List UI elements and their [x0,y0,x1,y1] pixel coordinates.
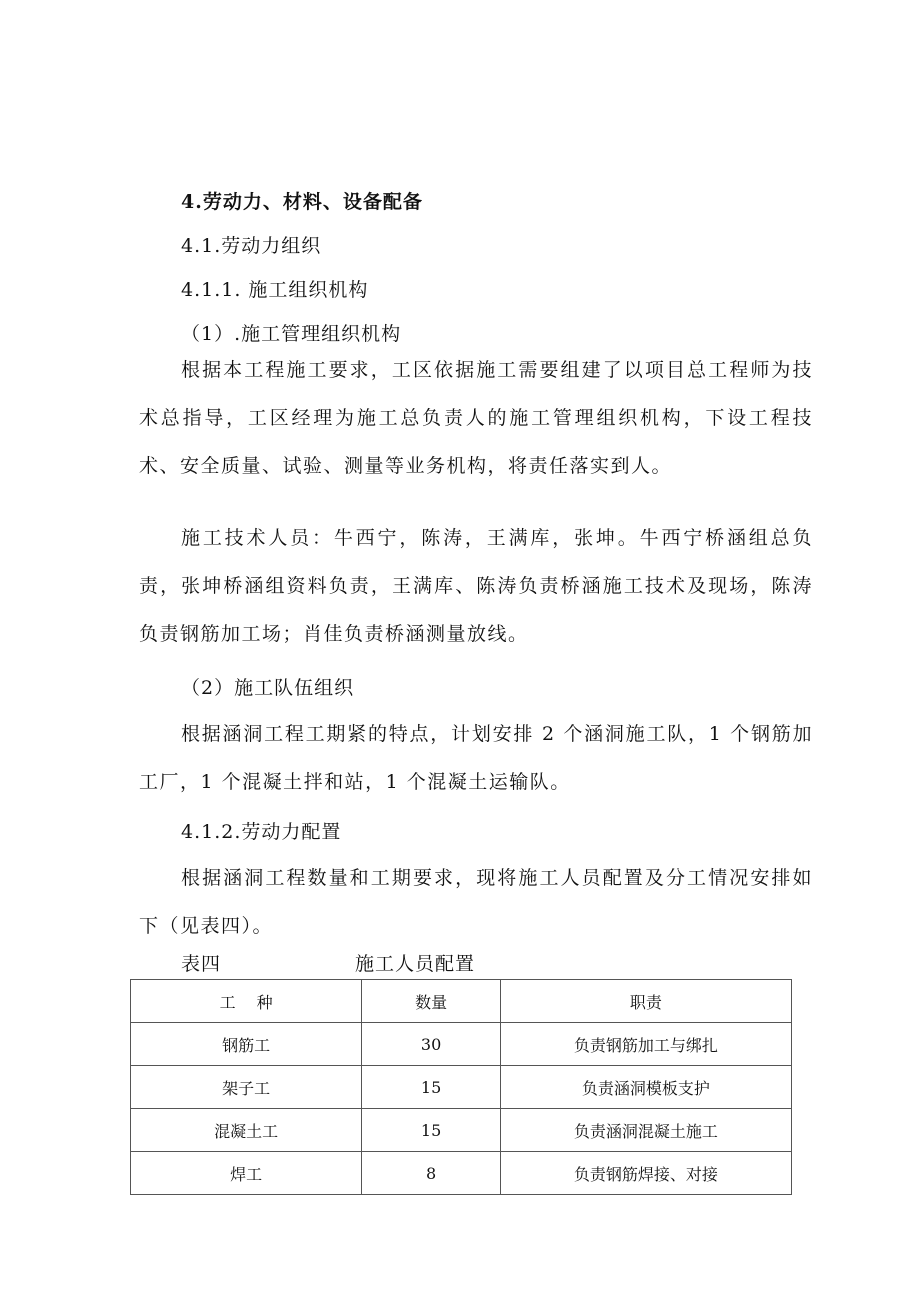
subsection-4-1: 4.1.劳动力组织 [181,235,322,257]
cell-quantity: 15 [362,1066,501,1109]
table-row [131,1023,792,1066]
table-label: 表四 [181,953,222,975]
subsection-4-1-1: 4.1.1. 施工组织机构 [181,279,369,301]
cell-trade: 混凝土工 [131,1109,362,1152]
section-heading: 4.劳动力、材料、设备配备 [181,191,423,213]
cell-trade: 钢筋工 [131,1023,362,1066]
header-duty: 职责 [500,980,791,1023]
subsection-4-1-2: 4.1.2.劳动力配置 [181,821,342,843]
paragraph-teams: 根据涵洞工程工期紧的特点，计划安排 2 个涵洞施工队，1 个钢筋加工厂，1 个混凝土拌和站，1 个混凝土运输队。 [139,723,813,793]
sub-item-2: （2）施工队伍组织 [181,677,355,699]
table-row [131,1066,792,1109]
cell-trade: 焊工 [131,1152,362,1195]
table-row [131,1109,792,1152]
cell-quantity: 15 [362,1109,501,1152]
table-row [131,1152,792,1195]
paragraph-technical-staff: 施工技术人员：牛西宁，陈涛，王满库，张坤。牛西宁桥涵组总负责，张坤桥涵组资料负责，王满库、陈涛负责桥涵施工技术及现场，陈涛负责钢筋加工场；肖佳负责桥涵测量放线。 [139,527,813,645]
cell-duty: 负责涵洞混凝土施工 [500,1109,791,1152]
table-title: 施工人员配置 [355,953,476,975]
paragraph-labor: 根据涵洞工程数量和工期要求，现将施工人员配置及分工情况安排如下（见表四）。 [139,867,813,937]
cell-duty: 负责钢筋焊接、对接 [500,1152,791,1195]
cell-quantity: 30 [362,1023,501,1066]
header-quantity: 数量 [362,980,501,1023]
sub-item-1: （1）.施工管理组织机构 [181,323,402,345]
staff-table [130,979,792,1195]
cell-quantity: 8 [362,1152,501,1195]
paragraph-organization: 根据本工程施工要求，工区依据施工需要组建了以项目总工程师为技术总指导，工区经理为施工总负责人的施工管理组织机构，下设工程技术、安全质量、试验、测量等业务机构，将责任落实到人。 [139,359,813,477]
cell-trade: 架子工 [131,1066,362,1109]
table-header-row [131,980,792,1023]
cell-duty: 负责涵洞模板支护 [500,1066,791,1109]
header-trade: 工 种 [131,980,362,1023]
cell-duty: 负责钢筋加工与绑扎 [500,1023,791,1066]
